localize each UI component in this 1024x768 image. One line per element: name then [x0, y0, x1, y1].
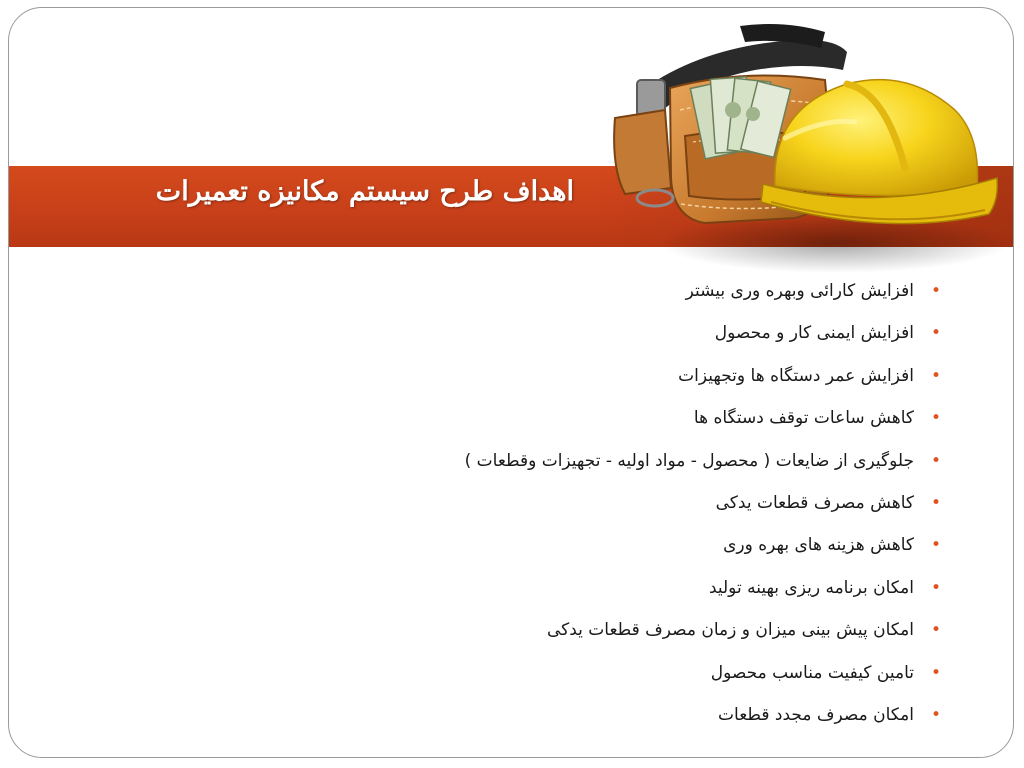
list-item-text: تامین کیفیت مناسب محصول — [710, 662, 914, 683]
bullet-icon: • — [930, 408, 941, 429]
list-item — [465, 609, 941, 651]
bullet-icon: • — [930, 450, 941, 471]
tool-belt-hard-hat-illustration — [585, 18, 1005, 280]
list-item — [464, 440, 941, 482]
bullet-icon: • — [930, 281, 941, 301]
bullet-icon: • — [930, 323, 941, 344]
list-item-text: امکان مصرف مجدد قطعات — [718, 704, 914, 725]
bullet-icon: • — [930, 620, 941, 641]
list-item — [465, 524, 941, 566]
bullet-list — [464, 270, 941, 736]
list-item — [465, 652, 941, 694]
list-item-text: افزایش ایمنی کار و محصول — [714, 323, 914, 344]
money-stack-icon — [690, 77, 790, 159]
list-item — [465, 397, 941, 439]
bullet-icon: • — [930, 535, 941, 556]
list-item — [465, 694, 941, 736]
bullet-icon: • — [930, 492, 941, 513]
bullet-icon: • — [930, 704, 941, 725]
list-item — [465, 312, 941, 354]
list-item-text: امکان برنامه ریزی بهینه تولید — [708, 577, 914, 598]
bullet-icon: • — [930, 577, 941, 598]
list-item — [465, 567, 941, 609]
list-item — [465, 270, 941, 312]
list-item-text: کاهش ساعات توقف دستگاه ها — [693, 408, 914, 429]
list-item-text: افزایش کارائی وبهره وری بیشتر — [685, 281, 914, 301]
bullet-icon: • — [930, 662, 941, 683]
list-item-text: کاهش هزینه های بهره وری — [723, 535, 914, 556]
bullet-icon: • — [930, 365, 941, 386]
slide-title: اهداف طرح سیستم مکانیزه تعمیرات — [155, 176, 574, 207]
list-item-text: افزایش عمر دستگاه ها وتجهیزات — [678, 365, 914, 386]
list-item-text: کاهش مصرف قطعات یدکی — [715, 492, 914, 513]
list-item — [465, 355, 941, 397]
list-item-text: امکان پیش بینی میزان و زمان مصرف قطعات یدکی — [546, 620, 914, 641]
list-item — [465, 482, 941, 524]
list-item-text: جلوگیری از ضایعات ( محصول - مواد اولیه - تجهیزات وقطعات ) — [464, 450, 914, 471]
